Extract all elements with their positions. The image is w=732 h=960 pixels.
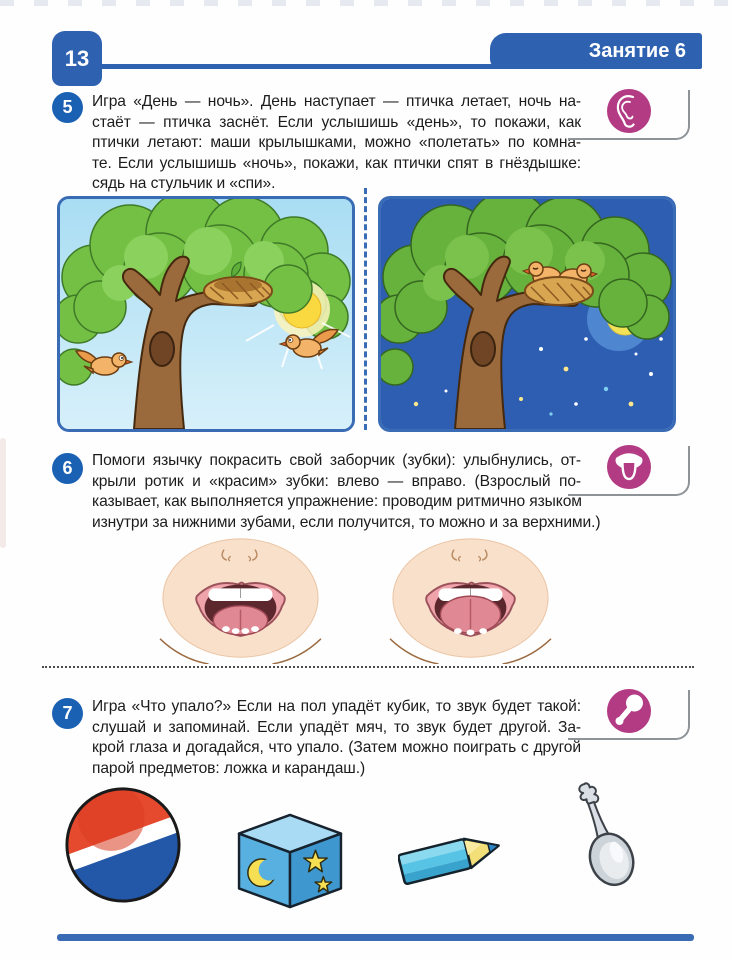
tongue-icon	[606, 444, 652, 490]
text-line: казывает, как выполняется упражнение: проводим ритмично языком	[92, 493, 582, 511]
mouth-open-tongue-wide-image	[388, 536, 553, 664]
text-line: слушай и запоминай. Если упадёт мяч, то звук будет другой. За-	[92, 718, 581, 736]
task-5-number: 5	[62, 97, 73, 117]
scene-divider	[364, 188, 367, 430]
night-scene-image	[378, 196, 676, 432]
text-line: крой глаза и догадайся, что упало. (Затем можно поиграть с другой	[92, 739, 581, 757]
task-6-badge	[52, 453, 83, 484]
page-number: 13	[64, 45, 90, 71]
task-7-badge	[52, 698, 83, 729]
text-line: те. Если услышишь «ночь», покажи, как птички спят в гнёздышке:	[92, 154, 581, 172]
task-5-text	[92, 92, 581, 195]
ball-image	[62, 782, 184, 906]
text-line: крыли ротик и «красим» зубки: влево — вправо. (Взрослый по-	[92, 472, 581, 490]
text-line: изнутри за нижними зубами, если получится, то можно и за верхними.)	[92, 513, 601, 531]
lesson-label: Занятие 6	[588, 39, 686, 62]
mouth-open-tongue-low-image	[158, 536, 323, 664]
task-6-number: 6	[62, 458, 73, 478]
lesson-tab	[490, 33, 702, 69]
task-7-number: 7	[62, 703, 73, 723]
day-scene-image	[57, 196, 355, 432]
text-line: Помоги язычку покрасить свой заборчик (зубки): улыбнулись, от-	[92, 452, 581, 469]
task-5-badge	[52, 92, 83, 123]
tree-hole	[150, 332, 174, 366]
rattle-icon	[606, 688, 652, 734]
footer-rule	[57, 934, 694, 941]
scan-artifact-left	[0, 438, 6, 548]
cube-image	[232, 812, 348, 910]
text-line: стаёт — птичка заснёт. Если услышишь «день», то покажи, как	[92, 113, 581, 131]
scan-artifact-top	[0, 0, 732, 6]
text-line: сядь на стульчик и «спи».	[92, 175, 276, 193]
spoon-image	[552, 776, 652, 890]
text-line: Игра «День — ночь». День наступает — птичка летает, ночь на-	[92, 93, 581, 110]
text-line: парой предметов: ложка и карандаш.)	[92, 759, 366, 777]
ear-icon	[606, 88, 652, 134]
page-number-tab	[52, 31, 102, 86]
dotted-separator	[42, 666, 694, 668]
nest	[525, 277, 593, 305]
task-7-text	[92, 697, 581, 779]
pencil-image	[398, 810, 516, 894]
text-line: птички летают: маши крылышками, можно «полетать» по комна-	[92, 134, 581, 152]
tree-hole	[471, 332, 495, 366]
task-6-text	[92, 451, 601, 533]
text-line: Игра «Что упало?» Если на пол упадёт кубик, то звук будет такой:	[92, 698, 581, 715]
